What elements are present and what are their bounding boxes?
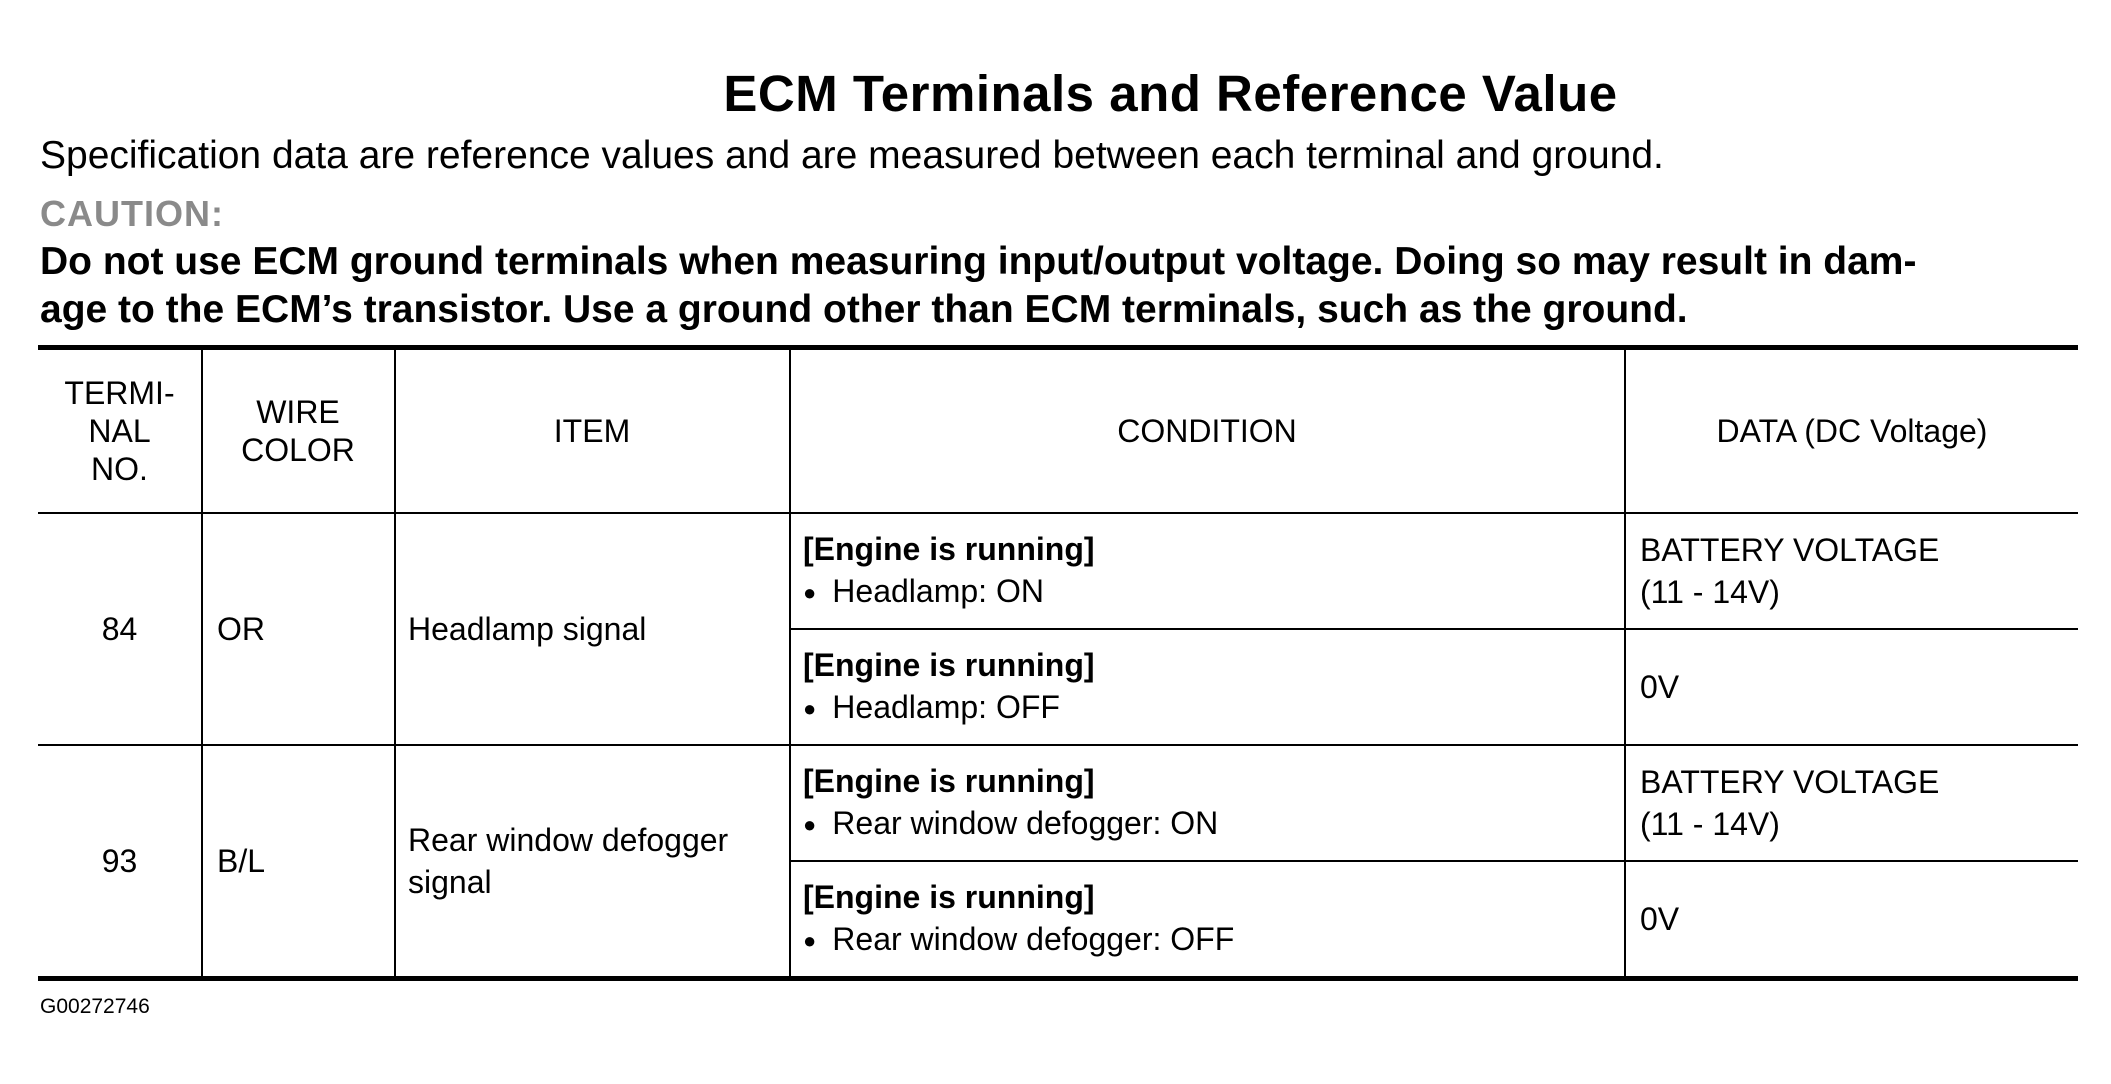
condition-cell xyxy=(790,629,1625,745)
condition-cell xyxy=(790,513,1625,629)
bullet-icon: ● xyxy=(803,928,817,954)
terminal-number: 84 xyxy=(38,513,202,745)
figure-id: G00272746 xyxy=(40,995,150,1018)
ecm-terminal-table xyxy=(38,345,2078,981)
condition-detail: ● Rear window defogger: OFF xyxy=(803,920,1235,957)
terminal-number: 93 xyxy=(38,745,202,979)
data-cell: 0V xyxy=(1625,629,2078,745)
wire-color: OR xyxy=(202,513,395,745)
header-item: ITEM xyxy=(395,348,790,514)
data-cell: BATTERY VOLTAGE (11 - 14V) xyxy=(1625,745,2078,861)
condition-heading: [Engine is running] xyxy=(803,530,1095,567)
condition-cell xyxy=(790,861,1625,979)
condition-heading: [Engine is running] xyxy=(803,762,1095,799)
item-text: Rear window defogger xyxy=(408,822,729,858)
header-terminal-no: TERMI- NAL NO. xyxy=(38,348,202,514)
table-header xyxy=(38,348,2078,514)
table-row xyxy=(38,745,2078,861)
bullet-icon: ● xyxy=(803,580,817,606)
data-cell: BATTERY VOLTAGE (11 - 14V) xyxy=(1625,513,2078,629)
header-data: DATA (DC Voltage) xyxy=(1625,348,2078,514)
condition-detail: ● Headlamp: ON xyxy=(803,572,1044,609)
condition-heading: [Engine is running] xyxy=(803,878,1095,915)
header-condition: CONDITION xyxy=(790,348,1625,514)
item-text: Headlamp signal xyxy=(408,611,647,647)
caution-label: CAUTION: xyxy=(40,193,224,234)
item-cell xyxy=(395,513,790,745)
item-cell xyxy=(395,745,790,979)
caution-line-2: age to the ECM’s transistor. Use a ground other than ECM terminals, such as the ground. xyxy=(40,288,1688,331)
data-cell: 0V xyxy=(1625,861,2078,979)
wire-color: B/L xyxy=(202,745,395,979)
page-title: ECM Terminals and Reference Value xyxy=(723,65,1618,122)
caution-line-1: Do not use ECM ground terminals when measuring input/output voltage. Doing so may result in dam- xyxy=(40,240,1917,283)
intro-text: Specification data are reference values and are measured between each terminal and ground. xyxy=(40,134,1664,177)
condition-detail: ● Rear window defogger: ON xyxy=(803,804,1219,841)
caution-text xyxy=(40,238,2090,334)
bullet-icon: ● xyxy=(803,812,817,838)
condition-detail: ● Headlamp: OFF xyxy=(803,688,1060,725)
item-text: signal xyxy=(408,864,492,900)
terminal-group-93 xyxy=(38,745,2078,979)
table-row xyxy=(38,513,2078,629)
bullet-icon: ● xyxy=(803,696,817,722)
header-row xyxy=(38,348,2078,514)
condition-heading: [Engine is running] xyxy=(803,646,1095,683)
terminal-group-84 xyxy=(38,513,2078,745)
condition-cell xyxy=(790,745,1625,861)
header-wire-color: WIRE COLOR xyxy=(202,348,395,514)
